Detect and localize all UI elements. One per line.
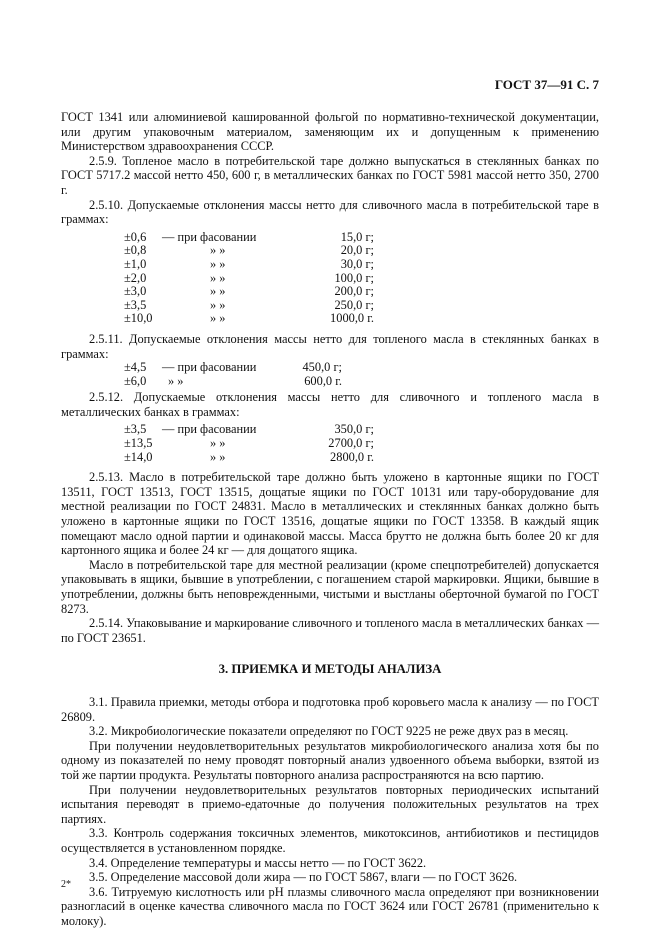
description-cell: » » bbox=[210, 243, 226, 258]
section-title: 3. ПРИЕМКА И МЕТОДЫ АНАЛИЗА bbox=[218, 662, 442, 677]
description-cell: » » bbox=[210, 270, 226, 285]
deviation-cell: ±6,0 bbox=[124, 373, 147, 388]
deviation-cell: ±14,0 bbox=[124, 449, 153, 464]
quantity-cell: 200,0 г; bbox=[334, 284, 374, 299]
paragraph-microbio-repeat: При получении неудовлетворительных результатов микробиологического анализа хотя бы по одному из показателей по нему проводят повторный анализ удвоенного объема выборки, взятой из той же партии продукта. Результаты повторного анализа распространяются на всю партию. bbox=[61, 738, 599, 782]
quantity-cell: 20,0 г; bbox=[340, 243, 374, 258]
table-row bbox=[124, 423, 374, 437]
quantity-cell: 30,0 г; bbox=[340, 256, 374, 271]
quantity-cell: 15,0 г; bbox=[340, 229, 374, 244]
table-row bbox=[124, 258, 374, 272]
deviation-cell: ±0,6 bbox=[124, 229, 147, 244]
table-row bbox=[124, 375, 342, 389]
page-footer-mark: 2* bbox=[61, 879, 71, 890]
deviation-cell: ±0,8 bbox=[124, 243, 147, 258]
quantity-cell: 100,0 г; bbox=[334, 270, 374, 285]
paragraph-local-sale: Масло в потребительской таре для местной реализации (кроме спецпотребителей) допускается упаковывать в ящики, бывшие в употреблении, с погашением старой маркировки. Ящики, бывшие в употреблении, должны быть неповрежденными, чистыми и выстланы оберточной бумагой по ГОСТ 8273. bbox=[61, 557, 599, 616]
table-row bbox=[124, 361, 342, 375]
tolerance-table-butter bbox=[124, 231, 374, 326]
paragraph-2-5-11: 2.5.11. Допускаемые отклонения массы нетто для топленого масла в стеклянных банках в граммах: bbox=[61, 331, 599, 361]
paragraph-2-5-12: 2.5.12. Допускаемые отклонения массы нетто для сливочного и топленого масла в металлических банках в граммах: bbox=[61, 390, 599, 419]
description-cell: » » bbox=[168, 373, 184, 388]
description-cell: » » bbox=[210, 297, 226, 312]
paragraph-periodic-tests: При получении неудовлетворительных результатов повторных периодических испытаний испытания переводят в приемо-едаточные до получения положительных результатов на трех партиях. bbox=[61, 782, 599, 826]
deviation-cell: ±3,0 bbox=[124, 284, 147, 299]
tolerance-table-ghee-glass bbox=[124, 361, 342, 388]
paragraph-3-4: 3.4. Определение температуры и массы нетто — по ГОСТ 3622. bbox=[89, 855, 427, 870]
paragraph-2-5-13: 2.5.13. Масло в потребительской таре должно быть уложено в картонные ящики по ГОСТ 13511, ГОСТ 13513, ГОСТ 13515, дощатые ящики по ГОСТ 10131 или тару-оборудование для местной реализации по ГОСТ 24831. Масло в металлических и стеклянных банках должно быть уложено в картонные ящики по ГОСТ 13516, дощатые ящики по ГОСТ 13358. В каждый ящик помещают масло одной партии и одинаковой массы. Масса брутто не должна быть более 20 кг для картонного ящика и более 24 кг — для дощатого ящика. bbox=[61, 470, 599, 558]
quantity-cell: 1000,0 г. bbox=[330, 311, 374, 326]
quantity-cell: 350,0 г; bbox=[334, 422, 374, 437]
quantity-cell: 250,0 г; bbox=[334, 297, 374, 312]
quantity-cell: 450,0 г; bbox=[302, 360, 342, 375]
description-cell: — при фасовании bbox=[162, 422, 257, 437]
table-row bbox=[124, 285, 374, 299]
deviation-cell: ±13,5 bbox=[124, 436, 153, 451]
paragraph-2-5-14: 2.5.14. Упаковывание и маркирование сливочного и топленого масла в металлических банках — по ГОСТ 23651. bbox=[61, 616, 599, 645]
paragraph-3-1: 3.1. Правила приемки, методы отбора и подготовка проб коровьего масла к анализу — по ГОСТ 26809. bbox=[61, 694, 599, 724]
paragraph-3-3: 3.3. Контроль содержания токсичных элементов, микотоксинов, антибиотиков и пестицидов осуществляется в установленном порядке. bbox=[61, 826, 599, 855]
paragraph-3-5: 3.5. Определение массовой доли жира — по ГОСТ 5867, влаги — по ГОСТ 3626. bbox=[89, 870, 518, 885]
table-row bbox=[124, 299, 374, 313]
paragraph-2-5-10: 2.5.10. Допускаемые отклонения массы нетто для сливочного масла в потребительской таре в граммах: bbox=[61, 197, 599, 227]
description-cell: » » bbox=[210, 311, 226, 326]
paragraph-3-6: 3.6. Титруемую кислотность или pH плазмы сливочного масла определяют при возникновении разногласий в оценке качества сливочного масла по ГОСТ 3624 или ГОСТ 26781 (применительно к молоку). bbox=[61, 884, 599, 928]
tolerance-table-metal-cans bbox=[124, 423, 374, 464]
table-row bbox=[124, 437, 374, 451]
table-row bbox=[124, 451, 374, 465]
table-row bbox=[124, 231, 374, 245]
quantity-cell: 600,0 г. bbox=[304, 373, 342, 388]
paragraph-continuation: ГОСТ 1341 или алюминиевой кашированной фольгой по нормативно-технической документации, или другим упаковочным материалом, заменяющим их и допущенным к применению Министерством здравоохранения СССР. bbox=[61, 110, 599, 154]
deviation-cell: ±2,0 bbox=[124, 270, 147, 285]
description-cell: » » bbox=[210, 256, 226, 271]
deviation-cell: ±3,5 bbox=[124, 422, 147, 437]
description-cell: — при фасовании bbox=[162, 360, 257, 375]
paragraph-2-5-9: 2.5.9. Топленое масло в потребительской таре должно выпускаться в стеклянных банках по ГОСТ 5717.2 массой нетто 450, 600 г, в металлических банках по ГОСТ 5981 массой нетто 350, 2700 г. bbox=[61, 153, 599, 197]
paragraph-3-2: 3.2. Микробиологические показатели определяют по ГОСТ 9225 не реже двух раз в месяц. bbox=[89, 724, 569, 739]
table-row bbox=[124, 244, 374, 258]
deviation-cell: ±3,5 bbox=[124, 297, 147, 312]
document-body bbox=[61, 110, 599, 928]
deviation-cell: ±10,0 bbox=[124, 311, 153, 326]
deviation-cell: ±4,5 bbox=[124, 360, 147, 375]
table-row bbox=[124, 312, 374, 326]
description-cell: » » bbox=[210, 449, 226, 464]
page-header: ГОСТ 37—91 С. 7 bbox=[494, 77, 599, 92]
description-cell: » » bbox=[210, 436, 226, 451]
description-cell: » » bbox=[210, 284, 226, 299]
description-cell: — при фасовании bbox=[162, 229, 257, 244]
table-row bbox=[124, 272, 374, 286]
quantity-cell: 2700,0 г; bbox=[328, 436, 374, 451]
quantity-cell: 2800,0 г. bbox=[330, 449, 374, 464]
deviation-cell: ±1,0 bbox=[124, 256, 147, 271]
